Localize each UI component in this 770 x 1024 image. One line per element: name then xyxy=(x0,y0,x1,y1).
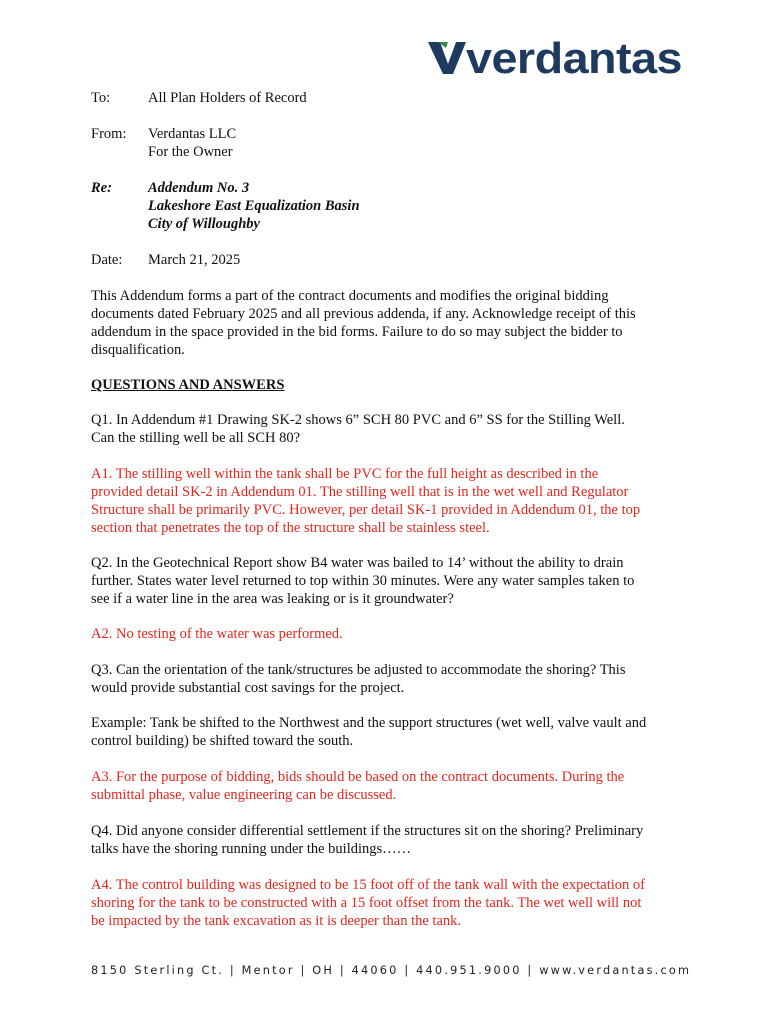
re-line-1: Addendum No. 3 xyxy=(148,180,250,196)
a1-line: A1. The stilling well within the tank shall be PVC for the full height as described in the xyxy=(91,466,599,482)
question-2 xyxy=(91,554,691,608)
q2-line: further. States water level returned to top within 30 minutes. Were any water samples taken to xyxy=(91,573,635,589)
intro-line: addendum in the space provided in the bid forms. Failure to do so may subject the bidder to xyxy=(91,324,623,340)
intro-line: documents dated February 2025 and all previous addenda, if any. Acknowledge receipt of this xyxy=(91,306,636,322)
q1-line: Can the stilling well be all SCH 80? xyxy=(91,430,301,446)
a4-line: A4. The control building was designed to be 15 foot off of the tank wall with the expectation of xyxy=(91,877,645,893)
to-label: To: xyxy=(91,90,111,106)
q4-line: Q4. Did anyone consider differential settlement if the structures sit on the shoring? Preliminary xyxy=(91,823,644,839)
from-label: From: xyxy=(91,126,127,142)
a1-line: provided detail SK-2 in Addendum 01. The stilling well that is in the wet well and Regulator xyxy=(91,484,629,500)
qa-heading: QUESTIONS AND ANSWERS xyxy=(91,377,285,393)
logo-graphic xyxy=(426,30,686,80)
from-line-1: Verdantas LLC xyxy=(148,126,237,142)
q3-line: Q3. Can the orientation of the tank/structures be adjusted to accommodate the shoring? This xyxy=(91,662,626,678)
a2-line: A2. No testing of the water was performed. xyxy=(91,626,343,642)
a3-line: submittal phase, value engineering can be discussed. xyxy=(91,787,397,803)
a1-line: section that penetrates the top of the structure shall be stainless steel. xyxy=(91,520,490,536)
answer-1 xyxy=(91,465,691,537)
question-3 xyxy=(91,661,691,697)
re-label: Re: xyxy=(91,180,112,196)
re-line-2: Lakeshore East Equalization Basin xyxy=(148,198,360,214)
question-4 xyxy=(91,822,691,858)
a1-line: Structure shall be primarily PVC. However, per detail SK-1 provided in Addendum 01, the top xyxy=(91,502,641,518)
example-paragraph xyxy=(91,714,691,750)
from-line-2: For the Owner xyxy=(148,144,233,160)
q1-line: Q1. In Addendum #1 Drawing SK-2 shows 6” SCH 80 PVC and 6” SS for the Stilling Well. xyxy=(91,412,625,428)
q2-line: see if a water line in the area was leaking or is it groundwater? xyxy=(91,591,454,607)
example-line: Example: Tank be shifted to the Northwest and the support structures (wet well, valve vault and xyxy=(91,715,647,731)
q2-line: Q2. In the Geotechnical Report show B4 water was bailed to 14’ without the ability to drain xyxy=(91,555,624,571)
re-line-3: City of Willoughby xyxy=(148,216,260,232)
a3-line: A3. For the purpose of bidding, bids should be based on the contract documents. During the xyxy=(91,769,625,785)
intro-line: This Addendum forms a part of the contract documents and modifies the original bidding xyxy=(91,288,609,304)
answer-3 xyxy=(91,768,691,804)
answer-4 xyxy=(91,876,691,930)
example-line: control building) be shifted toward the south. xyxy=(91,733,354,749)
question-1 xyxy=(91,411,691,447)
answer-2 xyxy=(91,625,691,643)
to-value: All Plan Holders of Record xyxy=(148,90,307,106)
q4-line: talks have the shoring running under the buildings…… xyxy=(91,841,412,857)
intro-line: disqualification. xyxy=(91,342,185,358)
logo-wordmark: verdantas xyxy=(466,34,682,80)
intro-paragraph xyxy=(91,287,691,359)
date-label: Date: xyxy=(91,252,123,268)
footer-contact: 8150 Sterling Ct. | Mentor | OH | 44060 | 440.951.9000 | www.verdantas.com xyxy=(91,964,692,977)
logo-v-mark xyxy=(428,42,466,74)
a4-line: shoring for the tank to be constructed with a 15 foot offset from the tank. The wet well will not xyxy=(91,895,642,911)
q3-line: would provide substantial cost savings for the project. xyxy=(91,680,405,696)
a4-line: be impacted by the tank excavation as it is deeper than the tank. xyxy=(91,913,462,929)
verdantas-logo xyxy=(426,30,686,80)
date-value: March 21, 2025 xyxy=(148,252,241,268)
